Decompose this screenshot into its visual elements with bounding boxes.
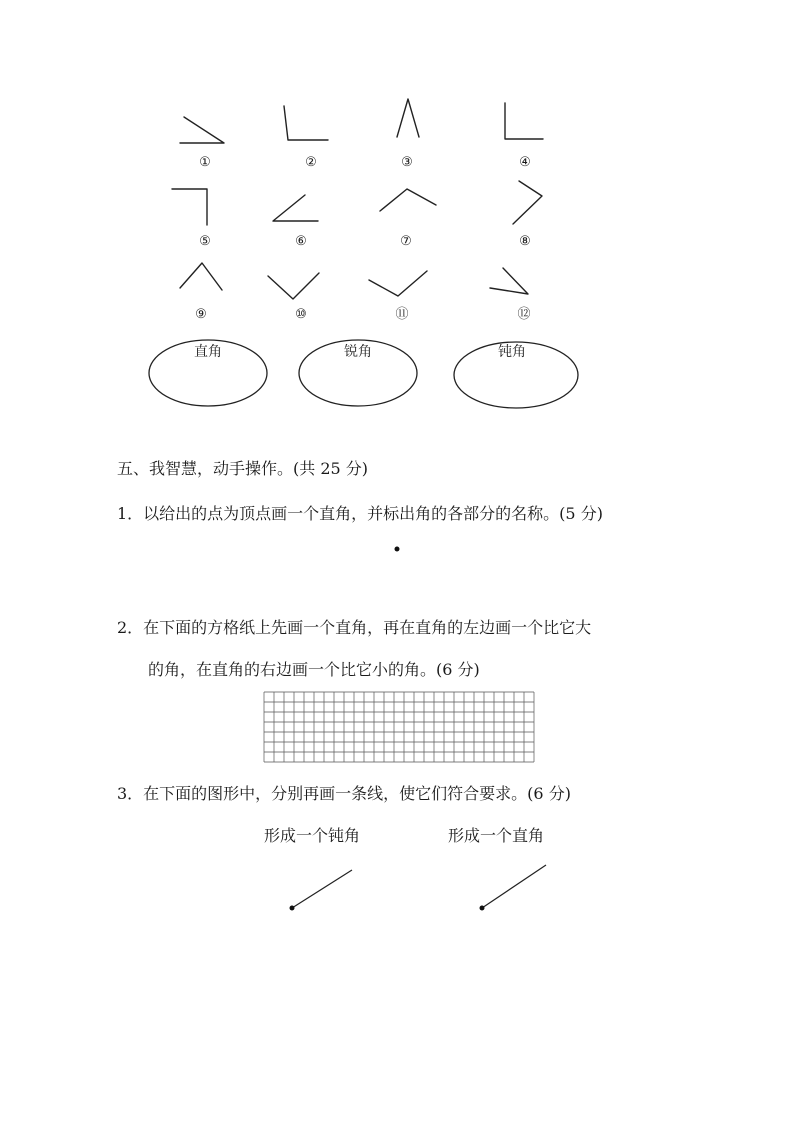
angle-label-11: ⑪	[395, 307, 409, 322]
question-2-line-1: 2．在下面的方格纸上先画一个直角，再在直角的左边画一个比它大	[117, 618, 592, 637]
angle-2	[284, 106, 328, 140]
q3-left-vertex	[290, 906, 295, 911]
angle-label-10: ⑩	[295, 307, 307, 322]
angle-4	[505, 103, 543, 139]
question-1: 1．以给出的点为顶点画一个直角，并标出角的各部分的名称。(5 分)	[117, 504, 603, 523]
right-angle-label: 直角	[194, 344, 222, 360]
angle-3	[397, 99, 419, 137]
question-3: 3．在下面的图形中，分别再画一条线，使它们符合要求。(6 分)	[117, 784, 571, 803]
angle-label-5: ⑤	[199, 234, 211, 249]
angle-label-9: ⑨	[195, 307, 207, 322]
q3-right-ray	[482, 865, 546, 908]
q3-left-ray	[292, 870, 352, 908]
angle-label-6: ⑥	[295, 234, 307, 249]
angle-9	[180, 263, 222, 290]
question-2-line-2: 的角，在直角的右边画一个比它小的角。(6 分)	[148, 660, 480, 679]
angle-label-4: ④	[519, 155, 531, 170]
q3-right-label: 形成一个直角	[448, 826, 545, 845]
grid-paper	[264, 692, 534, 762]
q3-obtuse-label: 形成一个钝角	[264, 826, 361, 845]
angle-label-2: ②	[305, 155, 317, 170]
angle-1	[180, 117, 224, 143]
angle-label-3: ③	[401, 155, 413, 170]
angle-7	[380, 189, 436, 211]
angle-label-1: ①	[199, 155, 211, 170]
q3-right-vertex	[480, 906, 485, 911]
angle-5	[172, 189, 207, 225]
angle-label-7: ⑦	[400, 234, 412, 249]
acute-angle-label: 锐角	[344, 344, 372, 360]
angle-11	[369, 271, 427, 296]
angle-label-8: ⑧	[519, 234, 531, 249]
angle-12	[490, 268, 528, 294]
angle-label-12: ⑫	[517, 307, 531, 322]
angle-10	[268, 273, 319, 299]
section-heading: 五、我智慧，动手操作。(共 25 分)	[117, 459, 369, 478]
q1-vertex-dot	[395, 547, 400, 552]
angle-8	[513, 181, 542, 224]
obtuse-angle-label: 钝角	[498, 344, 526, 360]
angle-6	[273, 195, 318, 221]
